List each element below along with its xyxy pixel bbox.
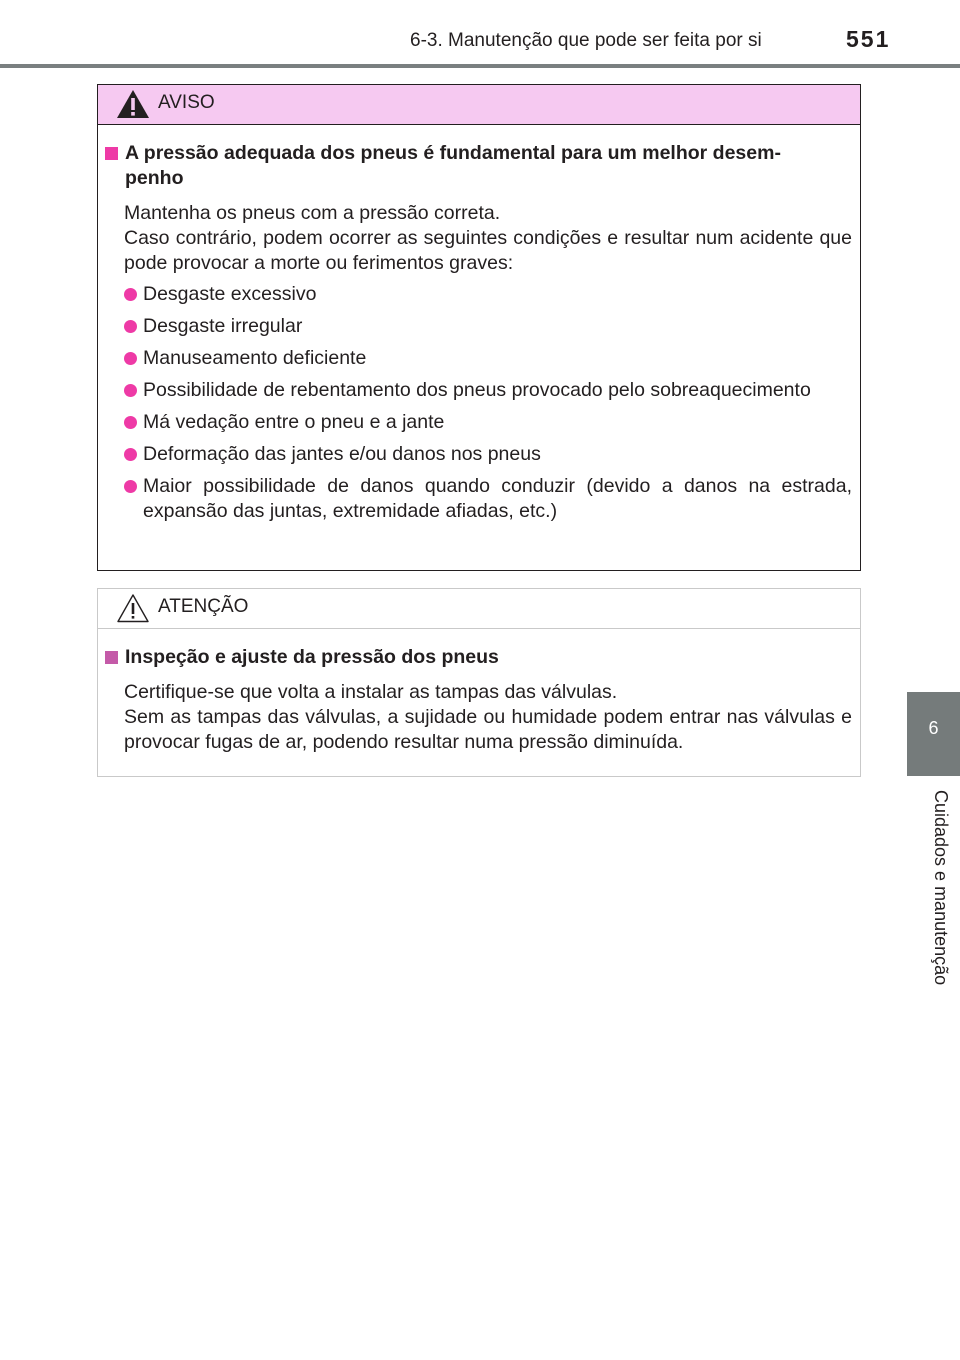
page-number: 551 xyxy=(846,26,891,52)
list-item xyxy=(124,314,852,339)
list-item xyxy=(124,410,852,435)
warning-box-header xyxy=(98,85,860,125)
bullet-dot xyxy=(124,320,137,333)
caution-heading-text: Inspeção e ajuste da pressão dos pneus xyxy=(125,646,499,668)
caution-label: ATENÇÃO xyxy=(158,596,249,617)
header-divider xyxy=(0,64,960,68)
caution-paragraph xyxy=(124,680,852,755)
list-item xyxy=(124,282,852,307)
warning-heading xyxy=(104,141,852,191)
list-item xyxy=(124,474,852,524)
warning-heading-line2: penho xyxy=(125,167,184,189)
caution-box-body xyxy=(98,629,860,755)
list-item xyxy=(124,442,852,467)
chapter-number: 6 xyxy=(928,718,939,738)
list-item xyxy=(124,346,852,371)
list-item-text: Desgaste excessivo xyxy=(143,283,317,305)
list-item-text: Deformação das jantes e/ou danos nos pneus xyxy=(143,443,541,465)
warning-box-body xyxy=(98,125,860,524)
warning-paragraph xyxy=(124,201,852,276)
list-item-text: Manuseamento deficiente xyxy=(143,347,367,369)
list-item-text: Má vedação entre o pneu e a jante xyxy=(143,411,445,433)
warning-paragraph-2: Caso contrário, podem ocorrer as seguintes condições e resultar num acidente que pode provocar a morte ou ferimentos graves: xyxy=(124,227,852,274)
list-item-text: Desgaste irregular xyxy=(143,315,303,337)
caution-box xyxy=(97,588,861,777)
chapter-title: Cuidados e manutenção xyxy=(931,790,951,986)
warning-triangle-icon xyxy=(116,89,150,119)
bullet-dot xyxy=(124,448,137,461)
bullet-dot xyxy=(124,480,137,493)
bullet-dot xyxy=(124,384,137,397)
caution-triangle-icon xyxy=(116,593,150,623)
list-item-text: Possibilidade de rebentamento dos pneus provocado pelo sobreaquecimento xyxy=(143,379,811,401)
caution-paragraph-1: Certifique-se que volta a instalar as tampas das válvulas. xyxy=(124,681,618,703)
chapter-tab xyxy=(907,692,960,776)
heading-square-bullet xyxy=(105,147,118,160)
caution-box-header xyxy=(98,589,860,629)
caution-paragraph-2: Sem as tampas das válvulas, a sujidade ou humidade podem entrar nas válvulas e provocar fugas de ar, podendo resultar numa pressão diminuída. xyxy=(124,706,852,753)
warning-label: AVISO xyxy=(158,92,215,113)
warning-box xyxy=(97,84,861,571)
header-section-title: 6-3. Manutenção que pode ser feita por si xyxy=(410,30,762,51)
list-item xyxy=(124,378,852,403)
list-item-text: Maior possibilidade de danos quando conduzir (devido a danos na estrada, expansão das juntas, extremidade afiadas, etc.) xyxy=(143,475,852,522)
bullet-dot xyxy=(124,352,137,365)
caution-heading xyxy=(104,645,852,670)
bullet-dot xyxy=(124,416,137,429)
warning-heading-line1: A pressão adequada dos pneus é fundamental para um melhor desem- xyxy=(125,142,781,164)
heading-square-bullet xyxy=(105,651,118,664)
warning-paragraph-1: Mantenha os pneus com a pressão correta. xyxy=(124,202,501,224)
bullet-dot xyxy=(124,288,137,301)
